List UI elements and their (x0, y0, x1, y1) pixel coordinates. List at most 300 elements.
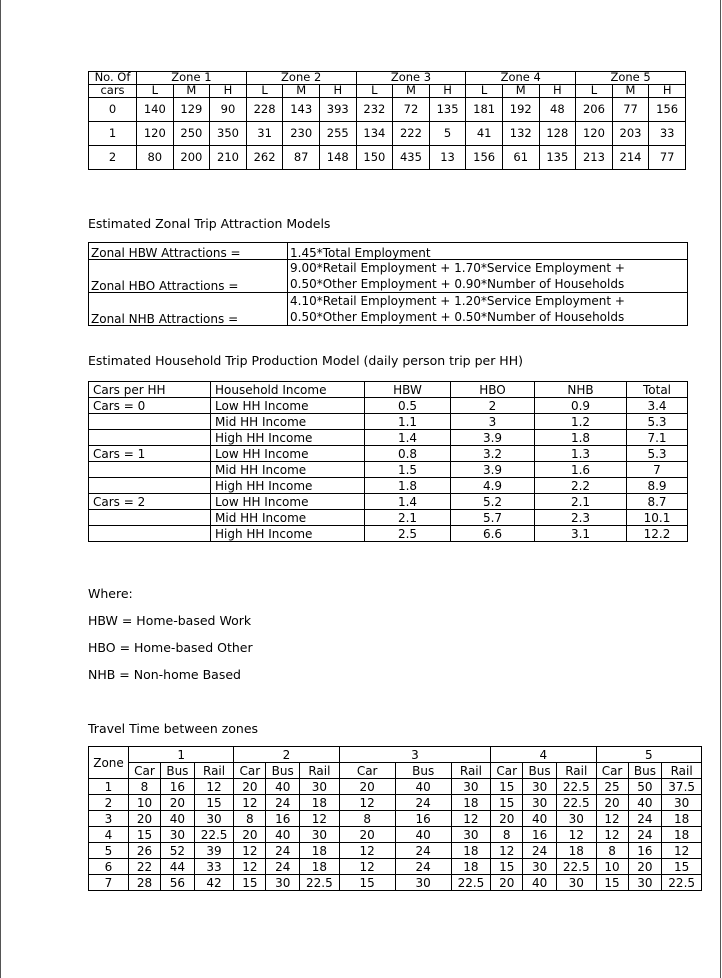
origin-zone: 5 (89, 843, 129, 859)
household-income: Mid HH Income (211, 510, 365, 526)
income-header: L (246, 85, 283, 98)
table-cell: 20 (161, 795, 195, 811)
table-cell: 1.1 (365, 414, 451, 430)
table-cell: 30 (662, 795, 702, 811)
table-cell: 30 (161, 827, 195, 843)
table-cell: 8.9 (627, 478, 688, 494)
mode-header: Car (596, 763, 628, 779)
table-cell: 150 (356, 146, 393, 170)
table-row (89, 795, 702, 811)
table-row (89, 462, 688, 478)
table-cell: 22.5 (662, 875, 702, 891)
income-header: M (173, 85, 210, 98)
origin-zone: 4 (89, 827, 129, 843)
household-income: High HH Income (211, 526, 365, 542)
table-cell: 200 (173, 146, 210, 170)
table-cell: 30 (451, 779, 491, 795)
cars-per-hh: Cars = 2 (89, 494, 211, 510)
table-cell: 80 (137, 146, 174, 170)
zone-label: Zone (89, 747, 129, 779)
production-title: Estimated Household Trip Production Model (daily person trip per HH) (88, 353, 523, 368)
table-cell: 213 (576, 146, 613, 170)
table-cell: 8 (234, 811, 266, 827)
attraction-title: Estimated Zonal Trip Attraction Models (88, 216, 331, 231)
table-cell: 0.9 (535, 398, 627, 414)
table-cell: 12 (339, 795, 395, 811)
table-cell: 87 (283, 146, 320, 170)
table-cell: 37.5 (662, 779, 702, 795)
cars-per-hh (89, 462, 211, 478)
table-row (89, 843, 702, 859)
mode-header: Car (491, 763, 523, 779)
table-row (89, 859, 702, 875)
table-cell: 22.5 (556, 859, 596, 875)
table-cell: 12 (339, 843, 395, 859)
table-cell: 12 (234, 843, 266, 859)
attraction-formula: 9.00*Retail Employment + 1.70*Service Employment + 0.50*Other Employment + 0.90*Number of Households (288, 260, 688, 293)
table-cell: 77 (612, 98, 649, 122)
table-cell: 8 (339, 811, 395, 827)
table-cell: 24 (628, 827, 662, 843)
table-row (89, 494, 688, 510)
origin-zone: 7 (89, 875, 129, 891)
table-cell: 132 (502, 122, 539, 146)
table-cell: 40 (161, 811, 195, 827)
table-row (89, 510, 688, 526)
table-cell: 210 (210, 146, 247, 170)
travel-time-table (88, 746, 702, 891)
table-cell: 20 (596, 795, 628, 811)
table-cell: 44 (161, 859, 195, 875)
cars-per-hh (89, 526, 211, 542)
origin-zone: 2 (89, 795, 129, 811)
zone-header: Zone 3 (356, 72, 466, 85)
table-cell: 2 (451, 398, 535, 414)
table-cell: 15 (662, 859, 702, 875)
table-cell: 12.2 (627, 526, 688, 542)
table-cell: 15 (596, 875, 628, 891)
dest-zone-header: 1 (129, 747, 234, 763)
table-cell: 12 (300, 811, 340, 827)
table-cell: 2.1 (365, 510, 451, 526)
table-row (89, 430, 688, 446)
table-cell: 16 (266, 811, 300, 827)
table-cell: 8 (129, 779, 161, 795)
table-cell: 33 (194, 859, 234, 875)
table-cell: 2.3 (535, 510, 627, 526)
table-cell: 24 (395, 859, 451, 875)
mode-header: Rail (556, 763, 596, 779)
table-cell: 5.3 (627, 414, 688, 430)
table-cell: 10 (129, 795, 161, 811)
table-cell: 12 (596, 827, 628, 843)
origin-zone: 3 (89, 811, 129, 827)
table-cell: 18 (662, 811, 702, 827)
table-cell: 12 (662, 843, 702, 859)
table-cell: 12 (339, 859, 395, 875)
table-cell: 42 (194, 875, 234, 891)
table-cell: 228 (246, 98, 283, 122)
income-header: H (429, 85, 466, 98)
table-cell: 232 (356, 98, 393, 122)
table-cell: 12 (491, 843, 523, 859)
table-row (89, 146, 686, 170)
income-header: M (283, 85, 320, 98)
table-cell: 20 (491, 811, 523, 827)
table-cell: 22.5 (194, 827, 234, 843)
mode-header: Car (339, 763, 395, 779)
zone-header: Zone 5 (576, 72, 686, 85)
dest-zone-header: 3 (339, 747, 491, 763)
table-cell: 6.6 (451, 526, 535, 542)
table-cell: 30 (395, 875, 451, 891)
table-cell: 214 (612, 146, 649, 170)
table-cell: 262 (246, 146, 283, 170)
zone-header: Zone 4 (466, 72, 576, 85)
table-cell: 8.7 (627, 494, 688, 510)
attraction-formula: 1.45*Total Employment (288, 243, 688, 260)
table-cell: 18 (300, 859, 340, 875)
table-cell: 77 (649, 146, 686, 170)
table-cell: 143 (283, 98, 320, 122)
table-cell: 1.3 (535, 446, 627, 462)
table-cell: 5 (429, 122, 466, 146)
table-cell: 12 (451, 811, 491, 827)
table-cell: 22.5 (451, 875, 491, 891)
table-cell: 3.2 (451, 446, 535, 462)
attraction-label: Zonal HBW Attractions = (89, 243, 288, 260)
travel-time-title: Travel Time between zones (88, 721, 259, 736)
table-cell: 22.5 (556, 779, 596, 795)
production-model-table (88, 381, 688, 542)
table-cell: 90 (210, 98, 247, 122)
table-cell: 3.1 (535, 526, 627, 542)
zone-header: Zone 2 (246, 72, 356, 85)
table-cell: 255 (319, 122, 356, 146)
legend-item: HBO = Home-based Other (88, 640, 253, 655)
table-cell: 40 (628, 795, 662, 811)
table-cell: 24 (266, 859, 300, 875)
table-cell: 30 (523, 779, 557, 795)
table-cell: 140 (137, 98, 174, 122)
table-cell: 8 (491, 827, 523, 843)
table-cell: 120 (576, 122, 613, 146)
dest-zone-header: 5 (596, 747, 701, 763)
table-cell: 18 (451, 859, 491, 875)
table-cell: 12 (194, 779, 234, 795)
table-cell: 222 (393, 122, 430, 146)
income-header: M (612, 85, 649, 98)
table-cell: 40 (523, 811, 557, 827)
table-cell: 30 (194, 811, 234, 827)
table-cell: 18 (451, 843, 491, 859)
mode-header: Bus (161, 763, 195, 779)
where-title: Where: (88, 586, 133, 601)
cars-per-hh: Cars = 1 (89, 446, 211, 462)
prod-header-nhb: NHB (535, 382, 627, 398)
household-income: Low HH Income (211, 398, 365, 414)
prod-header-cars: Cars per HH (89, 382, 211, 398)
attraction-formula: 4.10*Retail Employment + 1.20*Service Employment + 0.50*Other Employment + 0.50*Number of Households (288, 293, 688, 326)
table-cell: 7 (627, 462, 688, 478)
prod-header-hbw: HBW (365, 382, 451, 398)
table-cell: 3.4 (627, 398, 688, 414)
table-cell: 41 (466, 122, 503, 146)
table-cell: 25 (596, 779, 628, 795)
table-cell: 18 (300, 795, 340, 811)
table-cell: 30 (628, 875, 662, 891)
table-cell: 134 (356, 122, 393, 146)
table-cell: 15 (129, 827, 161, 843)
table-cell: 156 (466, 146, 503, 170)
mode-header: Rail (194, 763, 234, 779)
table-row (89, 478, 688, 494)
table-cell: 192 (502, 98, 539, 122)
prod-header-total: Total (627, 382, 688, 398)
cars-per-hh (89, 478, 211, 494)
table-row (89, 875, 702, 891)
table-cell: 20 (234, 779, 266, 795)
attraction-models-table (88, 242, 688, 326)
table-cell: 18 (556, 843, 596, 859)
cars-count: 0 (89, 98, 137, 122)
table-cell: 15 (234, 875, 266, 891)
table-cell: 15 (339, 875, 395, 891)
table-cell: 156 (649, 98, 686, 122)
household-income: Low HH Income (211, 494, 365, 510)
table-cell: 24 (266, 843, 300, 859)
table-cell: 5.7 (451, 510, 535, 526)
mode-header: Rail (451, 763, 491, 779)
table-cell: 120 (137, 122, 174, 146)
table-cell: 16 (161, 779, 195, 795)
table-cell: 148 (319, 146, 356, 170)
page-left-border (0, 0, 1, 978)
table-cell: 52 (161, 843, 195, 859)
table-cell: 26 (129, 843, 161, 859)
table-cell: 18 (662, 827, 702, 843)
table-cell: 203 (612, 122, 649, 146)
table-cell: 435 (393, 146, 430, 170)
table-row (89, 811, 702, 827)
cars-count: 1 (89, 122, 137, 146)
income-header: H (210, 85, 247, 98)
table-cell: 22.5 (556, 795, 596, 811)
mode-header: Bus (395, 763, 451, 779)
table-cell: 20 (339, 827, 395, 843)
table-row (89, 98, 686, 122)
income-header: M (393, 85, 430, 98)
table-cell: 1.4 (365, 494, 451, 510)
table-cell: 20 (628, 859, 662, 875)
prod-header-hbo: HBO (451, 382, 535, 398)
household-income: High HH Income (211, 430, 365, 446)
table-cell: 3 (451, 414, 535, 430)
table-row (89, 446, 688, 462)
income-header: L (576, 85, 613, 98)
income-header: L (356, 85, 393, 98)
table-cell: 22.5 (300, 875, 340, 891)
table-cell: 16 (395, 811, 451, 827)
table-cell: 13 (429, 146, 466, 170)
table-cell: 1.8 (365, 478, 451, 494)
table-cell: 20 (129, 811, 161, 827)
table-cell: 10.1 (627, 510, 688, 526)
table-cell: 40 (266, 827, 300, 843)
legend-item: HBW = Home-based Work (88, 613, 252, 628)
cars-per-hh (89, 430, 211, 446)
table-cell: 1.5 (365, 462, 451, 478)
table-cell: 20 (234, 827, 266, 843)
table-cell: 61 (502, 146, 539, 170)
table-row (89, 526, 688, 542)
table-cell: 40 (395, 779, 451, 795)
mode-header: Bus (523, 763, 557, 779)
prod-header-income: Household Income (211, 382, 365, 398)
attraction-label: Zonal HBO Attractions = (89, 260, 288, 293)
dest-zone-header: 4 (491, 747, 596, 763)
table-cell: 15 (491, 859, 523, 875)
dest-zone-header: 2 (234, 747, 339, 763)
table-cell: 4.9 (451, 478, 535, 494)
table-cell: 28 (129, 875, 161, 891)
table-cell: 393 (319, 98, 356, 122)
table-cell: 5.2 (451, 494, 535, 510)
table-cell: 20 (491, 875, 523, 891)
table-cell: 30 (266, 875, 300, 891)
table-cell: 1.4 (365, 430, 451, 446)
income-header: L (466, 85, 503, 98)
table-cell: 30 (300, 779, 340, 795)
table-cell: 33 (649, 122, 686, 146)
table-cell: 5.3 (627, 446, 688, 462)
table-cell: 31 (246, 122, 283, 146)
table-cell: 181 (466, 98, 503, 122)
mode-header: Car (234, 763, 266, 779)
table-cell: 24 (523, 843, 557, 859)
table-cell: 15 (194, 795, 234, 811)
table-cell: 18 (451, 795, 491, 811)
table-cell: 30 (556, 875, 596, 891)
mode-header: Rail (662, 763, 702, 779)
table-cell: 20 (339, 779, 395, 795)
table-cell: 40 (266, 779, 300, 795)
household-income: High HH Income (211, 478, 365, 494)
table-cell: 24 (395, 795, 451, 811)
table-cell: 2.5 (365, 526, 451, 542)
table-cell: 22 (129, 859, 161, 875)
table-cell: 16 (523, 827, 557, 843)
mode-header: Bus (266, 763, 300, 779)
cars-per-hh (89, 510, 211, 526)
table-cell: 30 (451, 827, 491, 843)
table-cell: 30 (523, 795, 557, 811)
household-income: Mid HH Income (211, 414, 365, 430)
table-row (89, 398, 688, 414)
household-income: Mid HH Income (211, 462, 365, 478)
cars-header-label-2: cars (89, 85, 137, 98)
table-cell: 12 (234, 795, 266, 811)
table-cell: 350 (210, 122, 247, 146)
table-cell: 50 (628, 779, 662, 795)
table-cell: 12 (556, 827, 596, 843)
table-row (89, 414, 688, 430)
origin-zone: 1 (89, 779, 129, 795)
table-cell: 0.8 (365, 446, 451, 462)
table-cell: 39 (194, 843, 234, 859)
table-cell: 12 (596, 811, 628, 827)
household-income: Low HH Income (211, 446, 365, 462)
income-header: H (319, 85, 356, 98)
table-cell: 30 (556, 811, 596, 827)
cars-header-label-1: No. Of (89, 72, 137, 85)
table-cell: 2.2 (535, 478, 627, 494)
table-cell: 12 (234, 859, 266, 875)
table-cell: 18 (300, 843, 340, 859)
origin-zone: 6 (89, 859, 129, 875)
table-cell: 3.9 (451, 462, 535, 478)
table-cell: 30 (523, 859, 557, 875)
mode-header: Bus (628, 763, 662, 779)
income-header: H (649, 85, 686, 98)
table-cell: 3.9 (451, 430, 535, 446)
legend-item: NHB = Non-home Based (88, 667, 241, 682)
table-cell: 72 (393, 98, 430, 122)
table-row (89, 122, 686, 146)
table-cell: 206 (576, 98, 613, 122)
table-cell: 1.2 (535, 414, 627, 430)
table-cell: 10 (596, 859, 628, 875)
table-cell: 40 (395, 827, 451, 843)
table-cell: 7.1 (627, 430, 688, 446)
page-right-border (720, 0, 721, 978)
zone-header: Zone 1 (137, 72, 247, 85)
table-cell: 128 (539, 122, 576, 146)
table-cell: 0.5 (365, 398, 451, 414)
income-header: H (539, 85, 576, 98)
cars-count: 2 (89, 146, 137, 170)
attraction-label: Zonal NHB Attractions = (89, 293, 288, 326)
cars-by-zone-table (88, 71, 686, 170)
table-cell: 24 (395, 843, 451, 859)
table-cell: 15 (491, 795, 523, 811)
table-cell: 135 (429, 98, 466, 122)
table-cell: 30 (300, 827, 340, 843)
table-cell: 1.6 (535, 462, 627, 478)
table-cell: 250 (173, 122, 210, 146)
table-cell: 8 (596, 843, 628, 859)
table-cell: 135 (539, 146, 576, 170)
table-cell: 48 (539, 98, 576, 122)
table-cell: 2.1 (535, 494, 627, 510)
table-row (89, 779, 702, 795)
table-cell: 24 (628, 811, 662, 827)
table-cell: 129 (173, 98, 210, 122)
cars-per-hh: Cars = 0 (89, 398, 211, 414)
mode-header: Rail (300, 763, 340, 779)
table-cell: 56 (161, 875, 195, 891)
table-cell: 24 (266, 795, 300, 811)
table-cell: 40 (523, 875, 557, 891)
income-header: M (502, 85, 539, 98)
cars-per-hh (89, 414, 211, 430)
income-header: L (137, 85, 174, 98)
table-cell: 15 (491, 779, 523, 795)
table-cell: 16 (628, 843, 662, 859)
table-cell: 230 (283, 122, 320, 146)
table-cell: 1.8 (535, 430, 627, 446)
mode-header: Car (129, 763, 161, 779)
